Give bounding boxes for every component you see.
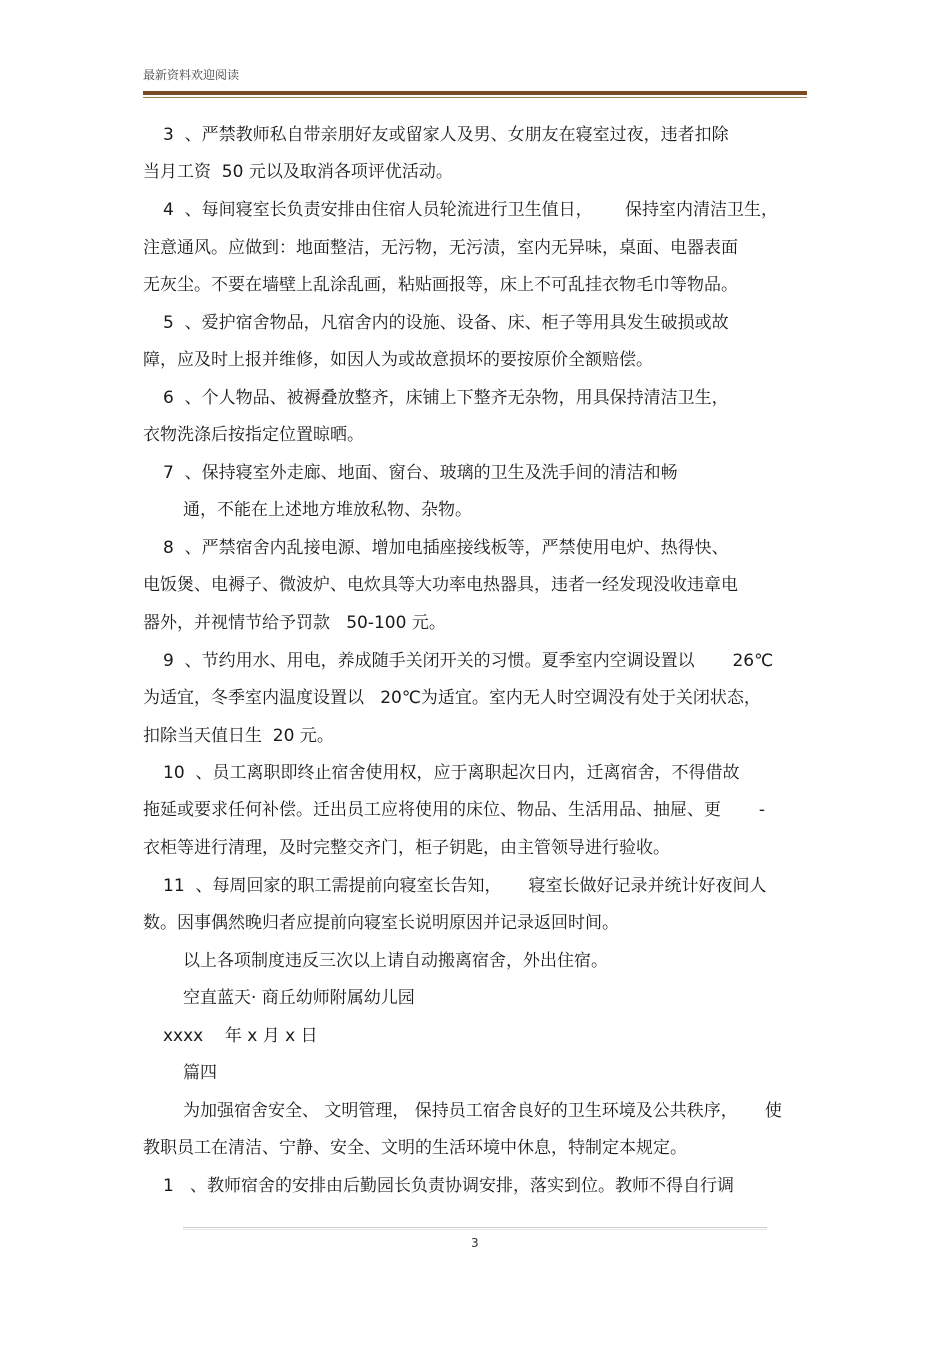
header-rule-thin: [143, 97, 807, 98]
text-line: 5 、爱护宿舍物品，凡宿舍内的设施、设备、床、柜子等用具发生破损或故: [163, 313, 729, 333]
text-line: 4 、每间寝室长负责安排由住宿人员轮流进行卫生值日， 保持室内清洁卫生，: [163, 200, 779, 220]
text-line: 8 、严禁宿舍内乱接电源、增加电插座接线板等，严禁使用电炉、热得快、: [163, 538, 729, 558]
text-line: 无灰尘。不要在墙壁上乱涂乱画，粘贴画报等，床上不可乱挂衣物毛巾等物品。: [143, 275, 738, 295]
text-line: 10 、员工离职即终止宿舍使用权，应于离职起次日内，迁离宿舍，不得借故: [163, 763, 740, 783]
text-line: 为加强宿舍安全、 文明管理， 保持员工宿舍良好的卫生环境及公共秩序， 使: [183, 1101, 782, 1121]
text-line: xxxx 年 x 月 x 日: [163, 1026, 318, 1046]
header-rule: [143, 91, 807, 95]
text-line: 扣除当天值日生 20 元。: [143, 726, 334, 746]
text-line: 通，不能在上述地方堆放私物、杂物。: [183, 500, 472, 520]
text-line: 器外，并视情节给予罚款 50-100 元。: [143, 613, 446, 633]
text-line: 障，应及时上报并维修，如因人为或故意损坏的要按原价全额赔偿。: [143, 350, 653, 370]
text-line: 空直蓝天· 商丘幼师附属幼儿园: [183, 988, 415, 1008]
text-line: 1 、教师宿舍的安排由后勤园长负责协调安排，落实到位。教师不得自行调: [163, 1176, 735, 1196]
footer-rule-light: [183, 1229, 767, 1230]
text-line: 拖延或要求任何补偿。迁出员工应将使用的床位、物品、生活用品、抽屉、更 -: [143, 800, 765, 820]
text-line: 当月工资 50 元以及取消各项评优活动。: [143, 162, 453, 182]
text-line: 衣柜等进行清理，及时完整交齐门，柜子钥匙，由主管领导进行验收。: [143, 838, 670, 858]
text-line: 篇四: [183, 1063, 217, 1083]
text-line: 衣物洗涤后按指定位置晾晒。: [143, 425, 364, 445]
text-line: 电饭煲、电褥子、微波炉、电炊具等大功率电热器具，违者一经发现没收违章电: [143, 575, 738, 595]
page-header: 最新资料欢迎阅读: [143, 68, 240, 82]
text-line: 注意通风。应做到：地面整洁，无污物，无污渍，室内无异味，桌面、电器表面: [143, 238, 738, 258]
text-line: 为适宜，冬季室内温度设置以 20℃为适宜。室内无人时空调没有处于关闭状态，: [143, 688, 761, 708]
footer-rule: [183, 1227, 767, 1228]
text-line: 11 、每周回家的职工需提前向寝室长告知， 寝室长做好记录并统计好夜间人: [163, 876, 767, 896]
text-line: 数。因事偶然晚归者应提前向寝室长说明原因并记录返回时间。: [143, 913, 619, 933]
page-number: 3: [471, 1236, 479, 1250]
text-line: 教职员工在清洁、宁静、安全、文明的生活环境中休息，特制定本规定。: [143, 1138, 687, 1158]
text-line: 6 、个人物品、被褥叠放整齐，床铺上下整齐无杂物，用具保持清洁卫生，: [163, 388, 729, 408]
text-line: 以上各项制度违反三次以上请自动搬离宿舍，外出住宿。: [183, 951, 608, 971]
text-line: 9 、节约用水、用电，养成随手关闭开关的习惯。夏季室内空调设置以 26℃: [163, 651, 774, 671]
text-line: 7 、保持寝室外走廊、地面、窗台、玻璃的卫生及洗手间的清洁和畅: [163, 463, 678, 483]
text-line: 3 、严禁教师私自带亲朋好友或留家人及男、女朋友在寝室过夜，违者扣除: [163, 125, 729, 145]
